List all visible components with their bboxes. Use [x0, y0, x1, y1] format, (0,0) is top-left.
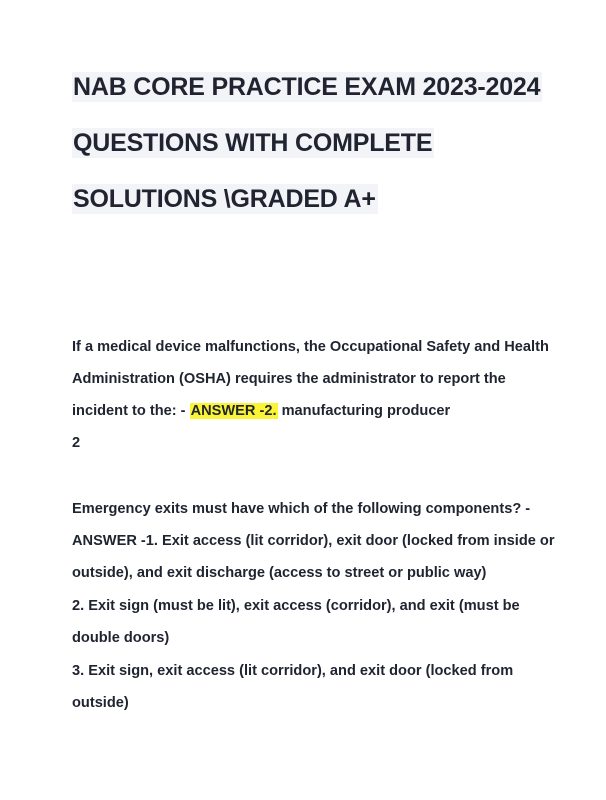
question-1-line-2: Administration (OSHA) requires the administrator to report the — [72, 371, 506, 387]
question-1-line-4: 2 — [72, 435, 81, 451]
question-2-line-2: ANSWER -1. Exit access (lit corridor), exit door (locked from inside or — [72, 533, 555, 549]
question-1-line-3 — [72, 401, 450, 421]
title-line-3: SOLUTIONS \GRADED A+ — [73, 185, 376, 213]
answer-1-text: manufacturing producer — [277, 403, 451, 419]
question-2-line-1: Emergency exits must have which of the following components? - — [72, 501, 531, 517]
question-2-line-5: double doors) — [72, 630, 170, 646]
question-2-line-7: outside) — [72, 695, 129, 711]
question-2-line-3: outside), and exit discharge (access to street or public way) — [72, 565, 487, 581]
answer-highlight: ANSWER -2. — [190, 403, 277, 419]
question-1-line-1: If a medical device malfunctions, the Occupational Safety and Health — [72, 339, 549, 355]
question-2-line-6: 3. Exit sign, exit access (lit corridor), and exit door (locked from — [72, 663, 514, 679]
question-1-text-end: incident to the: - — [72, 403, 190, 419]
title-line-1: NAB CORE PRACTICE EXAM 2023-2024 — [73, 73, 541, 101]
title-line-2: QUESTIONS WITH COMPLETE — [73, 129, 433, 157]
question-2-line-4: 2. Exit sign (must be lit), exit access (corridor), and exit (must be — [72, 598, 520, 614]
